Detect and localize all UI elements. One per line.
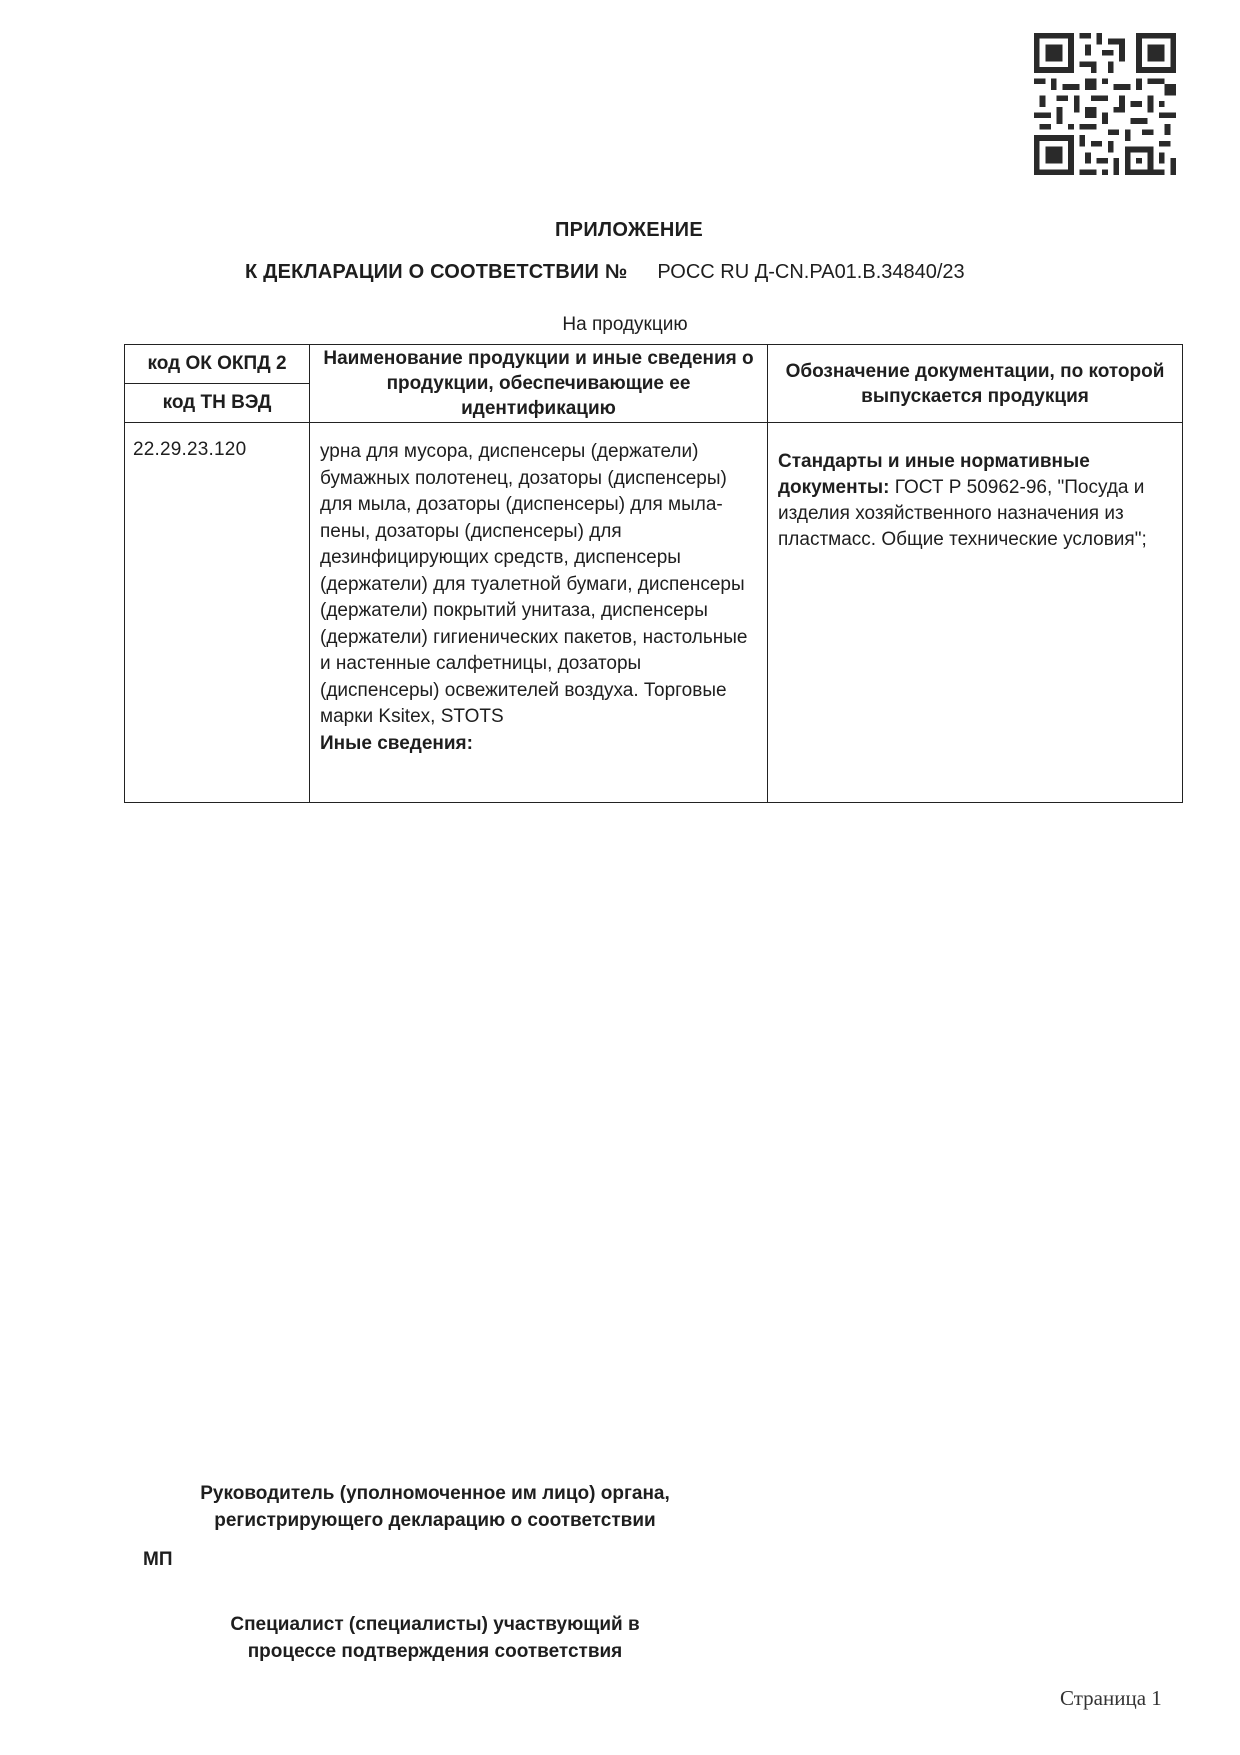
other-info-label: Иные сведения: [320, 732, 473, 754]
specialist-signature-text: Специалист (специалисты) участвующий в процессе подтверждения соответствия [230, 1614, 640, 1662]
declaration-line [245, 261, 965, 284]
specialist-signature-caption [0, 1611, 870, 1665]
products-table [124, 344, 1183, 803]
header-okpd: код ОК ОКПД 2 [125, 345, 310, 384]
product-description: урна для мусора, диспенсеры (держатели) бумажных полотенец, дозаторы (диспенсеры) для мыла, дозаторы (диспенсеры) для мыла-пены, дозаторы (диспенсеры) для дезинфицирующих средств, диспенсеры (держатели) для туалетной бумаги, диспенсеры (держатели) покрытий унитаза, диспенсеры (держатели) гигиенических пакетов, настольные и настенные салфетницы, дозаторы (диспенсеры) освежителей воздуха. Торговые марки Ksitex, STOTS [320, 441, 748, 727]
row-code: 22.29.23.120 [125, 423, 310, 803]
head-signature-text: Руководитель (уполномоченное им лицо) органа, регистрирующего декларацию о соответствии [200, 1483, 670, 1531]
page-number: Страница 1 [1060, 1686, 1162, 1710]
header-documentation: Обозначение документации, по которой выпускается продукция [768, 345, 1183, 423]
stamp-place-label: МП [143, 1549, 173, 1570]
declaration-number: РОСС RU Д-CN.PA01.B.34840/23 [657, 261, 965, 283]
row-documentation [768, 423, 1183, 803]
row-product-name [310, 423, 768, 803]
subtitle: На продукцию [562, 314, 688, 335]
head-signature-caption [0, 1480, 870, 1534]
declaration-label: К ДЕКЛАРАЦИИ О СООТВЕТСТВИИ № [245, 261, 628, 283]
standards-label: Стандарты и иные нормативные документы: [778, 451, 1090, 498]
header-product-name: Наименование продукции и иные сведения о продукции, обеспечивающие ее идентификацию [310, 345, 768, 423]
qr-code [1034, 32, 1176, 176]
table-row [125, 423, 1183, 803]
document-title: ПРИЛОЖЕНИЕ [555, 219, 703, 241]
standards-text: ГОСТ Р 50962-96, "Посуда и изделия хозяйственного назначения из пластмасс. Общие технические условия"; [778, 477, 1147, 550]
header-tnved: код ТН ВЭД [125, 384, 310, 423]
